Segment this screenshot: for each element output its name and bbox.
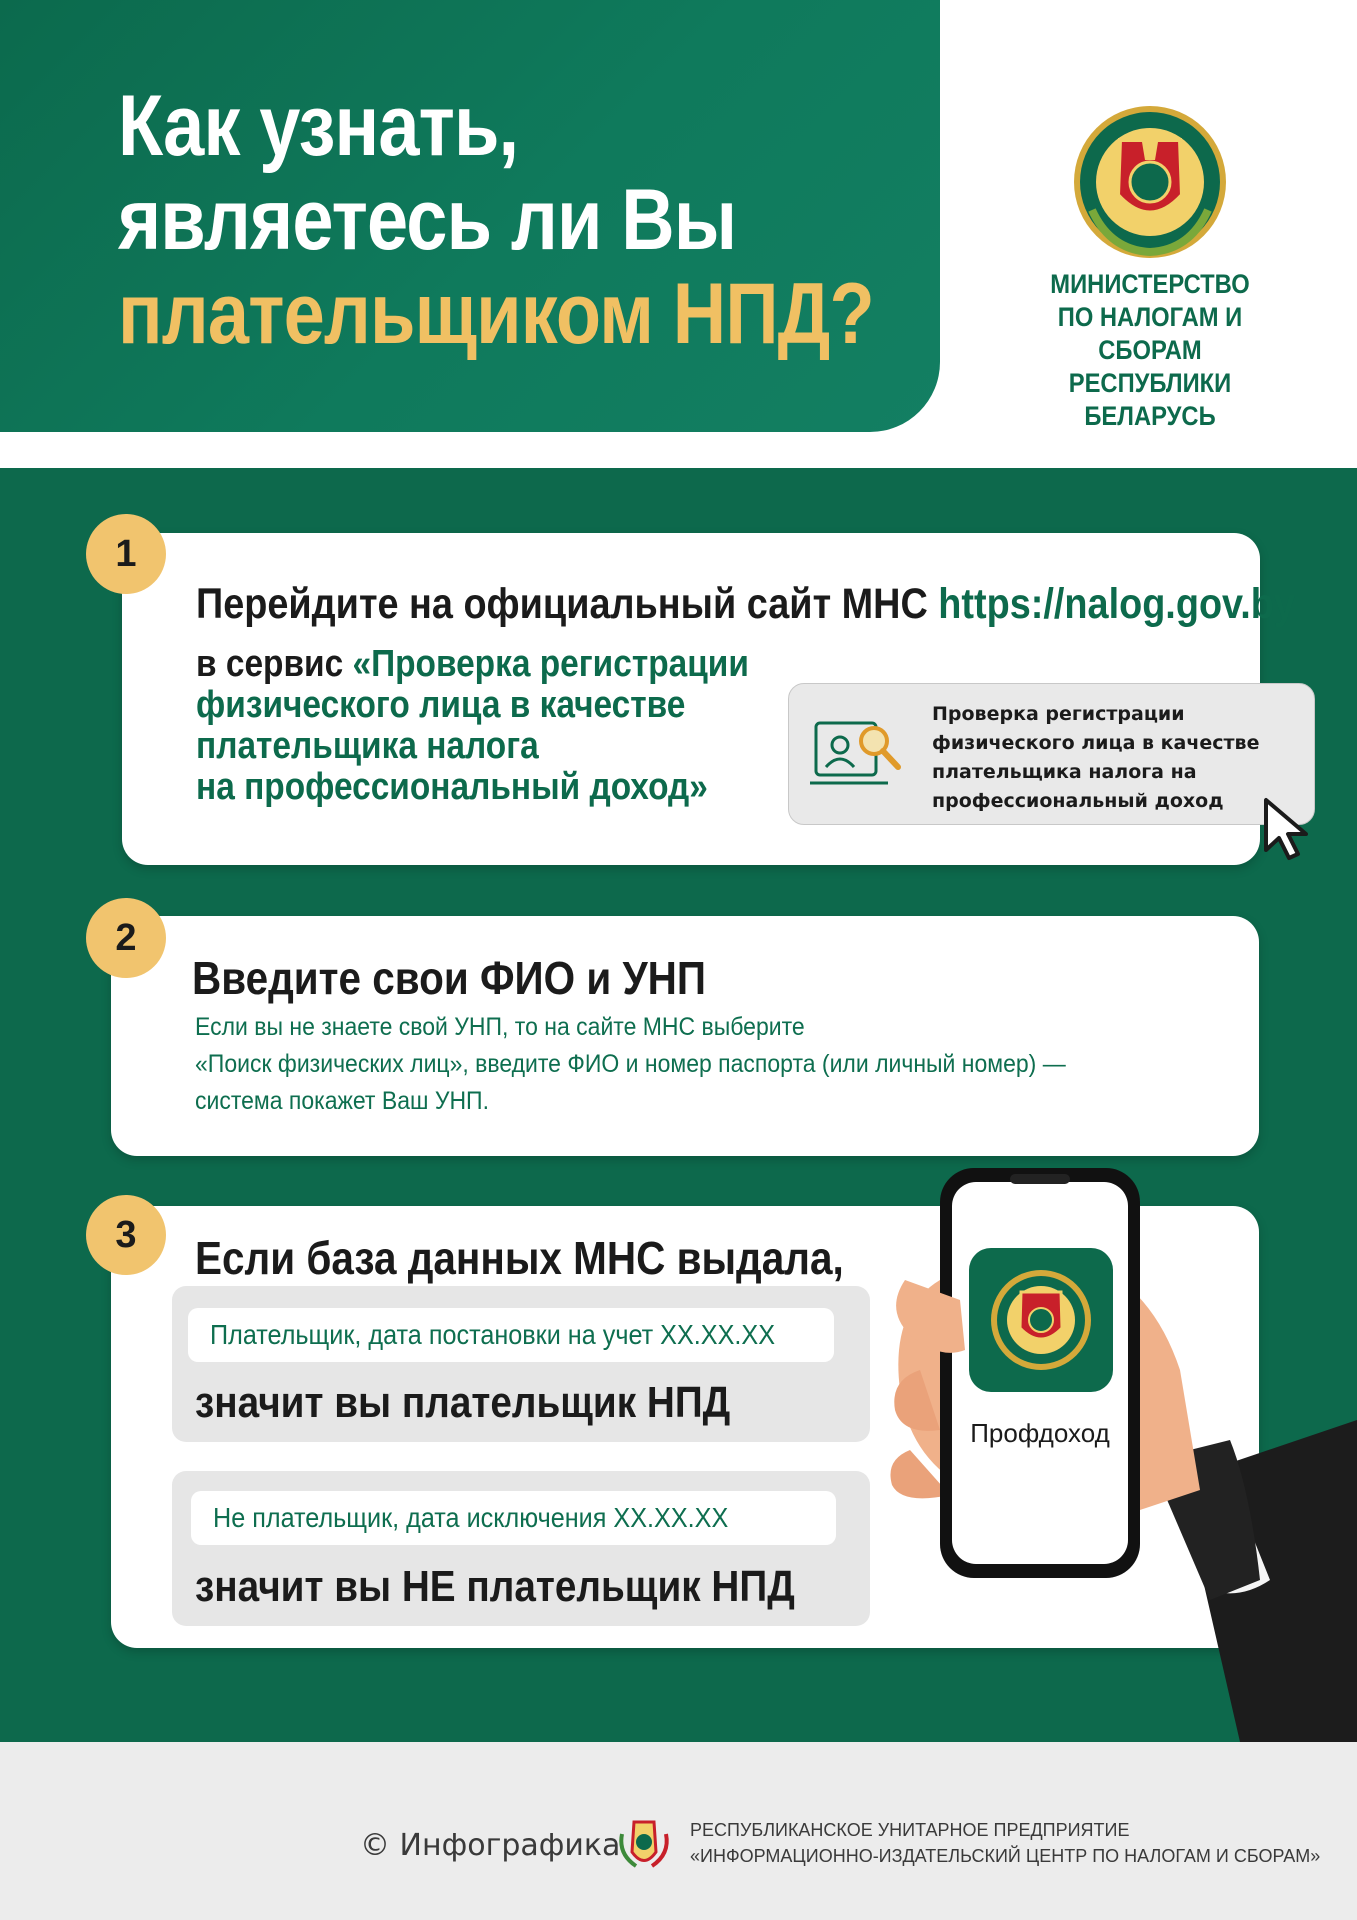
step2-heading: Введите свои ФИО и УНП	[192, 952, 707, 1004]
step1-service-prefix: в сервис	[196, 643, 353, 685]
hand-phone-illustration	[880, 1160, 1357, 1742]
ministry-line-2: ПО НАЛОГАМ И СБОРАМ	[1057, 302, 1243, 365]
ministry-line-3: РЕСПУБЛИКИ БЕЛАРУСЬ	[1068, 368, 1232, 431]
step1-service-line-3: плательщика налога	[196, 725, 539, 767]
footer-organization	[690, 1817, 1320, 1869]
step2-line-2: «Поиск физических лиц», введите ФИО и номер паспорта (или личный номер) —	[195, 1050, 1066, 1078]
ministry-line-1: МИНИСТЕРСТВО	[1050, 269, 1250, 299]
step1-badge: 1	[86, 514, 166, 594]
step3-badge: 3	[86, 1195, 166, 1275]
result-payer-status: Плательщик, дата постановки на учет XX.XX.XX	[188, 1308, 834, 1362]
ministry-emblem-icon	[1070, 100, 1230, 260]
step2-badge: 2	[86, 898, 166, 978]
step2-description	[195, 1009, 1066, 1120]
publisher-logo-icon	[614, 1814, 674, 1874]
step1-service-name	[196, 644, 749, 808]
service-button-line-2: физического лица в качестве	[932, 732, 1260, 754]
step2-line-1: Если вы не знаете свой УНП, то на сайте МНС выберите	[195, 1013, 805, 1041]
ministry-name	[1009, 268, 1291, 433]
service-button-line-1: Проверка регистрации	[932, 703, 1185, 725]
step1-text-prefix: Перейдите на официальный сайт МНС	[196, 580, 939, 628]
search-person-icon	[808, 717, 908, 793]
mouse-cursor-icon	[1262, 796, 1320, 862]
step1-service-line-2: физического лица в качестве	[196, 684, 686, 726]
result-not-payer-status: Не плательщик, дата исключения XX.XX.XX	[191, 1491, 836, 1545]
step2-line-3: система покажет Ваш УНП.	[195, 1087, 489, 1115]
app-name: Профдоход	[970, 1418, 1110, 1448]
step1-service-line-1: «Проверка регистрации	[352, 643, 749, 685]
footer-org-line-1: РЕСПУБЛИКАНСКОЕ УНИТАРНОЕ ПРЕДПРИЯТИЕ	[690, 1820, 1130, 1840]
result-payer-meaning: значит вы плательщик НПД	[195, 1378, 731, 1427]
footer-copyright: © Инфографика	[360, 1828, 621, 1863]
service-button-line-3: плательщика налога на	[932, 761, 1197, 783]
title-line-2: являетесь ли Вы	[118, 172, 737, 268]
nalog-link[interactable]: https://nalog.gov.by	[938, 580, 1295, 628]
title-line-1: Как узнать,	[118, 78, 519, 174]
result-not-payer-meaning: значит вы НЕ плательщик НПД	[195, 1562, 795, 1611]
service-button-label	[932, 700, 1312, 816]
title-line-3: плательщиком НПД?	[118, 266, 874, 362]
footer-org-line-2: «ИНФОРМАЦИОННО-ИЗДАТЕЛЬСКИЙ ЦЕНТР ПО НАЛОГАМ И СБОРАМ»	[690, 1846, 1321, 1866]
service-button-line-4: профессиональный доход	[932, 790, 1224, 812]
step3-heading: Если база данных МНС выдала,	[195, 1232, 844, 1284]
step1-instruction	[196, 580, 1295, 629]
step1-service-line-4: на профессиональный доход»	[196, 766, 708, 808]
